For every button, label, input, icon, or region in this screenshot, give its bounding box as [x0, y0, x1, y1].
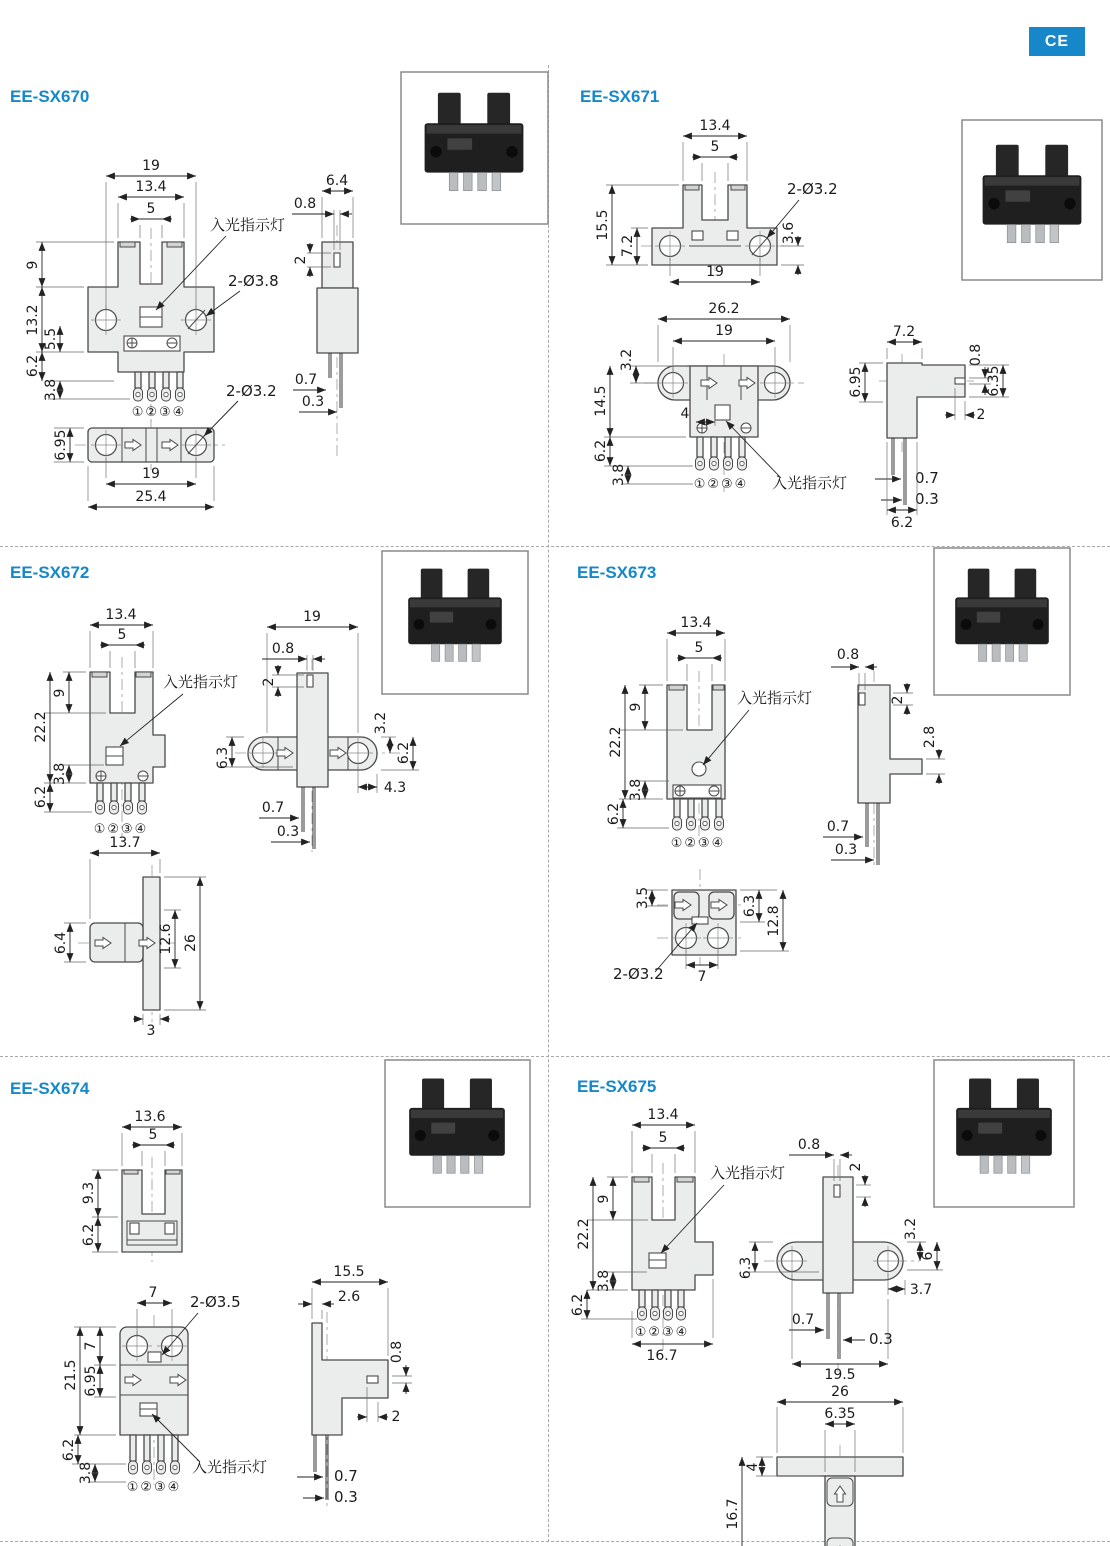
dim: 6.95 — [848, 366, 864, 398]
dim: 6.2 — [890, 515, 914, 531]
dim: 0.8 — [271, 641, 295, 657]
dim: 26.2 — [708, 301, 740, 317]
sx674-top-view — [81, 1109, 182, 1262]
dim: 6.2 — [606, 802, 622, 826]
dim: 6.3 — [738, 1256, 754, 1280]
dim: 2 — [890, 695, 906, 705]
sx672-pins — [96, 783, 147, 814]
dim: 13.4 — [699, 118, 731, 134]
dim: 0.3 — [869, 1330, 893, 1348]
product-photo-sx673 — [934, 548, 1070, 695]
led-indicator-label: 入光指示灯 — [710, 1164, 786, 1182]
dim: 4.3 — [383, 780, 407, 796]
sx671-top-view — [595, 118, 838, 282]
dim: 6.2 — [25, 354, 41, 378]
sx671-front-view — [593, 301, 847, 492]
dim: 7 — [148, 1285, 158, 1301]
sx672-drawing — [0, 547, 549, 1057]
dim: 16.7 — [646, 1348, 678, 1364]
product-photo-sx672 — [382, 551, 528, 694]
dim: 7.2 — [892, 324, 916, 340]
dim: 6.4 — [53, 931, 69, 955]
dim: 6.35 — [824, 1406, 856, 1422]
dim: 0.8 — [968, 343, 984, 367]
hole-callout: 2-Ø3.2 — [613, 965, 664, 983]
dim: 0.8 — [389, 1340, 405, 1364]
dim: 22.2 — [608, 726, 624, 758]
sx672-front-view — [33, 607, 238, 837]
dim: 9 — [25, 260, 41, 270]
dim: 13.4 — [680, 615, 712, 631]
panel-title: EE-SX672 — [10, 563, 90, 582]
dim: 6.2 — [81, 1223, 97, 1247]
dim: 19 — [715, 323, 733, 339]
dim: 0.3 — [301, 394, 325, 410]
dim: 6.95 — [83, 1365, 99, 1397]
panel-title: EE-SX675 — [577, 1077, 657, 1096]
dim: 2 — [391, 1409, 401, 1425]
dim: 0.7 — [791, 1312, 815, 1328]
dim: 6.3 — [742, 894, 758, 918]
dim: 6.35 — [986, 365, 1002, 397]
dim: 15.5 — [333, 1264, 365, 1280]
dim: 13.2 — [25, 304, 41, 336]
dim: 3.7 — [909, 1282, 933, 1298]
dim: 5 — [146, 201, 156, 217]
dim: 14.5 — [593, 385, 609, 417]
dim: 7 — [83, 1341, 99, 1351]
sx674-front-view — [61, 1285, 267, 1495]
dim: 0.7 — [826, 819, 850, 835]
dim: 0.3 — [334, 1488, 358, 1506]
sx675-pins — [638, 1290, 686, 1320]
dim: 3.8 — [78, 1461, 94, 1485]
product-photo-sx675 — [934, 1060, 1074, 1207]
dim: 13.4 — [647, 1107, 679, 1123]
dim: 26 — [831, 1384, 849, 1400]
dim: 19 — [142, 466, 160, 482]
dim: 0.3 — [276, 824, 300, 840]
dim: 0.8 — [293, 196, 317, 212]
dim: 22.2 — [576, 1218, 592, 1250]
dim: 26 — [183, 934, 199, 952]
dim: 3 — [146, 1023, 156, 1039]
dim: 5 — [710, 139, 720, 155]
dim: 6.2 — [396, 741, 412, 765]
pin-numbers: ①②③④ — [93, 822, 149, 837]
product-photo-sx670 — [401, 72, 548, 224]
panel-sx671 — [549, 60, 1110, 547]
dim: 5.5 — [43, 327, 59, 351]
pin-numbers: ①②③④ — [693, 477, 749, 492]
sx670-pins — [134, 372, 185, 401]
panel-sx670 — [0, 60, 549, 547]
panel-sx673 — [549, 547, 1110, 1057]
sx673-bottom-view — [613, 869, 789, 985]
dim: 7.2 — [620, 234, 636, 258]
panel-title: EE-SX673 — [577, 563, 657, 582]
sx673-drawing — [549, 547, 1110, 1057]
dim: 9 — [628, 702, 644, 712]
dim: 13.4 — [135, 179, 167, 195]
dim: 2 — [848, 1162, 864, 1172]
led-indicator-label: 入光指示灯 — [163, 673, 239, 691]
dim: 13.6 — [134, 1109, 166, 1125]
dim: 19 — [142, 158, 160, 174]
led-indicator-label: 入光指示灯 — [737, 689, 813, 707]
dim: 6.3 — [215, 746, 231, 770]
dim: 2.6 — [337, 1289, 361, 1305]
sx675-front-view — [570, 1107, 785, 1364]
dim: 16.7 — [725, 1498, 741, 1530]
pin-numbers: ①②③④ — [634, 1325, 690, 1340]
dim: 7 — [697, 969, 707, 985]
product-photo-sx674 — [385, 1060, 530, 1207]
dim: 6.2 — [570, 1293, 586, 1317]
dim: 0.3 — [834, 842, 858, 858]
dim: 12.6 — [158, 923, 174, 955]
dim: 9.3 — [81, 1181, 97, 1205]
hole-callout: 2-Ø3.2 — [787, 180, 838, 198]
panel-sx674 — [0, 1057, 549, 1546]
ce-badge: CE — [1029, 27, 1085, 56]
dim: 15.5 — [595, 209, 611, 241]
sx671-pins — [696, 437, 747, 470]
dim: 0.7 — [294, 372, 318, 388]
dim: 5 — [148, 1127, 158, 1143]
dim: 12.8 — [766, 905, 782, 937]
sx675-bottom-view — [725, 1384, 903, 1546]
dim: 2 — [293, 255, 309, 265]
dim: 3.8 — [43, 378, 59, 402]
hole-callout: 2-Ø3.5 — [190, 1293, 241, 1311]
sx672-bottom-view — [53, 835, 206, 1039]
dim: 6.95 — [53, 429, 69, 461]
dim: 21.5 — [63, 1359, 79, 1391]
dim: 0.8 — [797, 1137, 821, 1153]
dim: 3.2 — [903, 1217, 919, 1241]
dim: 2 — [976, 407, 986, 423]
sx670-drawing — [0, 60, 549, 547]
sx671-side-view — [848, 324, 1009, 531]
led-indicator-label: 入光指示灯 — [210, 216, 286, 234]
hole-callout: 2-Ø3.2 — [226, 382, 277, 400]
sx673-side-view — [823, 647, 945, 867]
led-indicator-label: 入光指示灯 — [192, 1458, 268, 1476]
sx674-drawing — [0, 1057, 549, 1546]
dim: 6.2 — [593, 439, 609, 463]
dim: 3.8 — [52, 762, 68, 786]
dim: 5 — [658, 1130, 668, 1146]
dim: 6.4 — [325, 173, 349, 189]
product-photo-sx671 — [962, 120, 1102, 280]
dim: 22.2 — [33, 711, 49, 743]
dim: 5 — [117, 627, 127, 643]
panel-title: EE-SX674 — [10, 1079, 90, 1098]
sx673-pins — [673, 799, 724, 830]
dim: 0.7 — [334, 1467, 358, 1485]
dim: 6.2 — [33, 785, 49, 809]
pin-numbers: ①②③④ — [131, 405, 187, 420]
dim: 6 — [920, 1251, 936, 1261]
dim: 0.7 — [261, 800, 285, 816]
sx675-drawing — [549, 1057, 1110, 1546]
sx673-front-view — [606, 615, 812, 851]
dim: 9 — [52, 688, 68, 698]
panel-title: EE-SX670 — [10, 87, 90, 106]
dim: 4 — [680, 406, 690, 422]
dim: 9 — [596, 1194, 612, 1204]
dim: 19 — [303, 609, 321, 625]
dim: 3.8 — [596, 1269, 612, 1293]
dim: 2.8 — [922, 725, 938, 749]
panel-sx675 — [549, 1057, 1110, 1546]
hole-callout: 2-Ø3.8 — [228, 272, 279, 290]
sx674-side-view — [297, 1264, 412, 1507]
dim: 3.2 — [373, 711, 389, 735]
dim: 19 — [706, 264, 724, 280]
sx670-side-view — [292, 173, 358, 460]
pin-numbers: ①②③④ — [670, 836, 726, 851]
dim: 6.2 — [61, 1438, 77, 1462]
sx671-drawing — [549, 60, 1110, 547]
dim: 3.2 — [619, 348, 635, 372]
dim: 4 — [745, 1462, 761, 1472]
dim: 5 — [694, 640, 704, 656]
dim: 13.4 — [105, 607, 137, 623]
dim: 2 — [261, 677, 277, 687]
dim: 0.8 — [836, 647, 860, 663]
led-indicator-label: 入光指示灯 — [772, 474, 848, 492]
dim: 0.3 — [915, 490, 939, 508]
pin-numbers: ①②③④ — [126, 1480, 182, 1495]
panel-sx672 — [0, 547, 549, 1057]
dim: 0.7 — [915, 469, 939, 487]
dim: 3.8 — [628, 778, 644, 802]
dim: 3.8 — [611, 463, 627, 487]
dim: 13.7 — [109, 835, 141, 851]
dim: 19.5 — [824, 1367, 856, 1383]
panel-title: EE-SX671 — [580, 87, 660, 106]
dim: 3.5 — [635, 886, 651, 910]
dim: 25.4 — [135, 489, 167, 505]
dim: 3.6 — [781, 221, 797, 245]
